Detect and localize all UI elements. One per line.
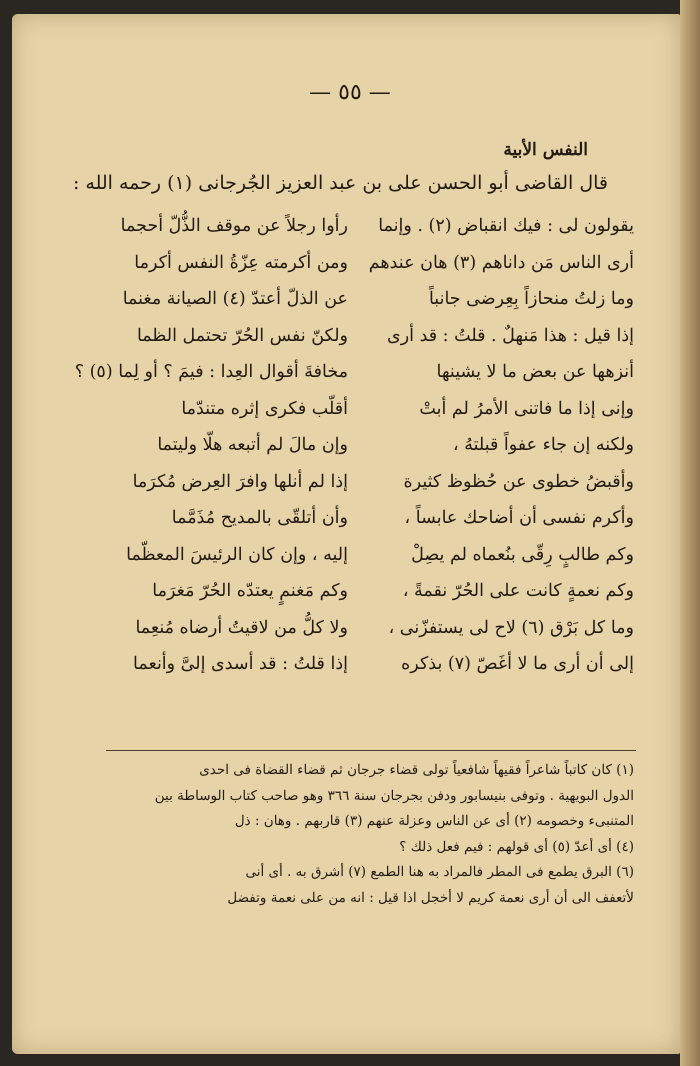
verse-hemistich: وأقبضُ خطوى عن حُظوظ كثيرة bbox=[403, 471, 634, 492]
verse-hemistich: عن الذلّ أعتدّ (٤) الصيانة مغنما bbox=[122, 289, 348, 309]
verse-hemistich: ولا كلُّ من لاقيتُ أرضاه مُنعِما bbox=[135, 617, 348, 638]
verse-hemistich: وأن أتلقّى بالمديح مُذَمَّما bbox=[171, 508, 348, 528]
verse-hemistich: وكم مَغنمٍ يعتدّه الحُرّ مَغرَما bbox=[152, 581, 348, 601]
verse-hemistich: أرى الناس مَن داناهم (٣) هان عندهم bbox=[368, 252, 634, 273]
section-title: النفس الأبية bbox=[503, 140, 588, 160]
verse-hemistich: رأوا رجلاً عن موقف الذُّلّ أحجما bbox=[120, 216, 348, 236]
footnote-line: (٤) أى أعدّ (٥) أى قولهم : فيم فعل ذلك ؟ bbox=[399, 838, 634, 855]
verse-hemistich: إلى أن أرى ما لا أغَصّ (٧) بذكره bbox=[401, 654, 634, 674]
verse-hemistich: وإن مالَ لم أتبعه هلّا وليتما bbox=[157, 435, 348, 455]
verse-hemistich: ولكنّ نفس الحُرّ تحتمل الظما bbox=[136, 325, 348, 346]
verse-hemistich: إليه ، وإن كان الرئيسَ المعظّما bbox=[126, 544, 348, 565]
verse-hemistich: وكم طالبٍ رِقّى بنُعماه لم يصِلْ bbox=[411, 544, 634, 565]
poem-left-column bbox=[74, 208, 348, 683]
verse-hemistich: أنزهها عن بعض ما لا يشينها bbox=[436, 362, 634, 382]
verse-hemistich: أقلّب فكرى إثره متندّما bbox=[181, 398, 348, 419]
verse-hemistich: ولكنه إن جاء عفواً قبلتهُ ، bbox=[453, 435, 634, 455]
footnote-line: (١) كان كاتباً شاعراً فقيهاً شافعياً تولى قضاء جرجان ثم قضاء القضاة فى احدى bbox=[199, 762, 634, 778]
verse-hemistich: ومن أكرمته عِزّةُ النفس أكرما bbox=[134, 252, 348, 273]
footnote-divider bbox=[106, 750, 636, 751]
footnote-line: لأتعفف الى أن أرى نعمة كريم لا أخجل اذا قيل : انه من على نعمة وتفضل bbox=[227, 889, 634, 906]
poem-introduction: قال القاضى أبو الحسن على بن عبد العزيز الجُرجانى (١) رحمه الله : bbox=[72, 172, 608, 194]
verse-hemistich: مخافةَ أقوال العِدا : فيمَ ؟ أو لِما (٥) ؟ bbox=[74, 362, 348, 382]
footnote-line: الدول البويهية . وتوفى بنيسابور ودفن بجرجان سنة ٣٦٦ وهو صاحب كتاب الوساطة بين bbox=[154, 787, 634, 804]
page-number: — ٥٥ — bbox=[309, 80, 391, 105]
verse-hemistich: وأكرم نفسى أن أضاحك عابساً ، bbox=[404, 508, 634, 528]
verse-hemistich: وما كل بَرْق (٦) لاح لى يستفزّنى ، bbox=[388, 617, 634, 638]
verse-hemistich: إذا قيل : هذا مَنهلٌ . قلتُ : قد أرى bbox=[387, 325, 634, 346]
footnote-line: (٦) البرق يطمع فى المطر فالمراد به هنا الطمع (٧) أشرق به . أى أنى bbox=[245, 864, 634, 880]
verse-hemistich: وكم نعمةٍ كانت على الحُرّ نقمةً ، bbox=[402, 581, 634, 601]
footnote-line: المتنبىء وخصومه (٢) أى عن الناس وعزلة عنهم (٣) قاربهم . وهان : ذل bbox=[234, 813, 634, 829]
page-edge bbox=[680, 0, 700, 1066]
footnotes bbox=[74, 758, 634, 911]
verse-hemistich: إذا قلتُ : قد أسدى إلىَّ وأنعما bbox=[133, 654, 348, 674]
poem-right-column bbox=[368, 208, 634, 683]
verse-hemistich: وما زلتُ منحازاً بِعِرضى جانباً bbox=[428, 289, 634, 309]
verse-hemistich: إذا لم أنلها وافرَ العِرض مُكرَما bbox=[132, 471, 348, 492]
verse-hemistich: يقولون لى : فيك انقباض (٢) . وإنما bbox=[378, 216, 634, 236]
verse-hemistich: وإنى إذا ما فاتنى الأمرُ لم أبتْ bbox=[419, 398, 634, 419]
